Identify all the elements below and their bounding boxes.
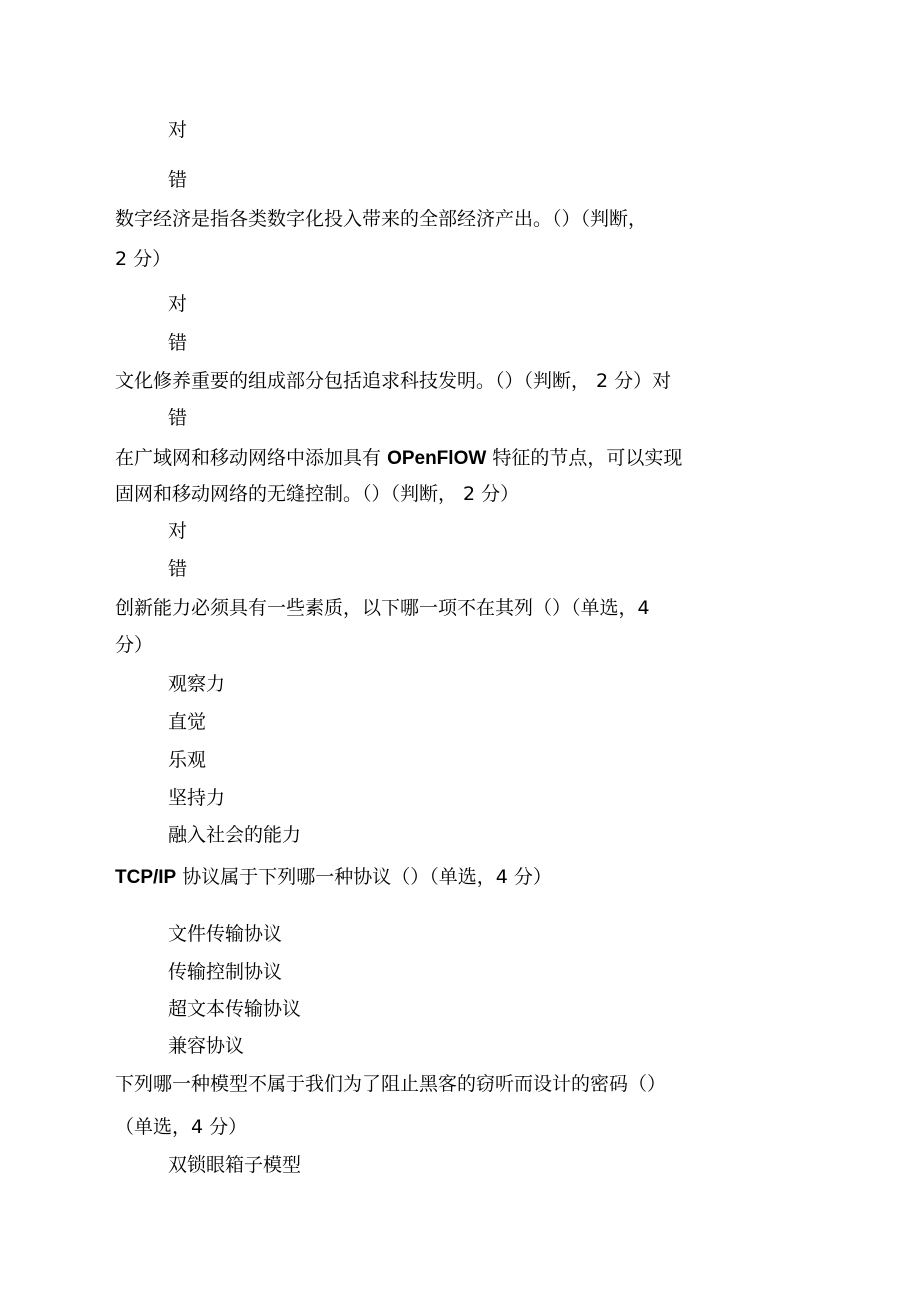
- question-3-text-cont: 固网和移动网络的无缝控制。（）（判断， 2 分）: [115, 483, 520, 505]
- question-6-text-cont: （单选，4 分）: [115, 1116, 248, 1138]
- option-false[interactable]: 错: [168, 407, 188, 429]
- option-false[interactable]: 错: [168, 558, 188, 580]
- option-b[interactable]: 直觉: [168, 711, 207, 733]
- option-b[interactable]: 传输控制协议: [168, 961, 283, 983]
- option-true[interactable]: 对: [168, 293, 188, 315]
- question-1-text: 数字经济是指各类数字化投入带来的全部经济产出。（）（判断，: [115, 208, 648, 230]
- question-2-text: 文化修养重要的组成部分包括追求科技发明。（）（判断， 2 分）对: [115, 370, 672, 392]
- question-3-text: [115, 446, 682, 471]
- option-true[interactable]: 对: [168, 119, 188, 141]
- question-3-text-part: 特征的节点，可以实现: [492, 447, 683, 469]
- option-d[interactable]: 兼容协议: [168, 1035, 245, 1057]
- option-a[interactable]: 观察力: [168, 673, 226, 695]
- question-6-text: 下列哪一种模型不属于我们为了阻止黑客的窃听而设计的密码（）: [115, 1073, 667, 1095]
- option-false[interactable]: 错: [168, 332, 188, 354]
- question-5-term: TCP/IP: [115, 867, 177, 888]
- question-5-text-part: 协议属于下列哪一种协议（）（单选，4 分）: [182, 866, 552, 888]
- question-1-text-cont: 2 分）: [115, 248, 172, 270]
- option-false[interactable]: 错: [168, 169, 188, 191]
- question-5-text: [115, 865, 552, 890]
- option-true[interactable]: 对: [168, 520, 188, 542]
- question-3-term: OPenFlOW: [387, 448, 487, 469]
- option-c[interactable]: 乐观: [168, 749, 207, 771]
- option-d[interactable]: 坚持力: [168, 787, 226, 809]
- option-a[interactable]: 双锁眼箱子模型: [168, 1154, 302, 1176]
- question-4-text: 创新能力必须具有一些素质，以下哪一项不在其列（）（单选，4: [115, 597, 650, 619]
- option-a[interactable]: 文件传输协议: [168, 923, 283, 945]
- question-4-text-cont: 分）: [115, 634, 154, 656]
- option-c[interactable]: 超文本传输协议: [168, 998, 302, 1020]
- question-3-text-part: 在广域网和移动网络中添加具有: [115, 447, 382, 469]
- option-e[interactable]: 融入社会的能力: [168, 824, 302, 846]
